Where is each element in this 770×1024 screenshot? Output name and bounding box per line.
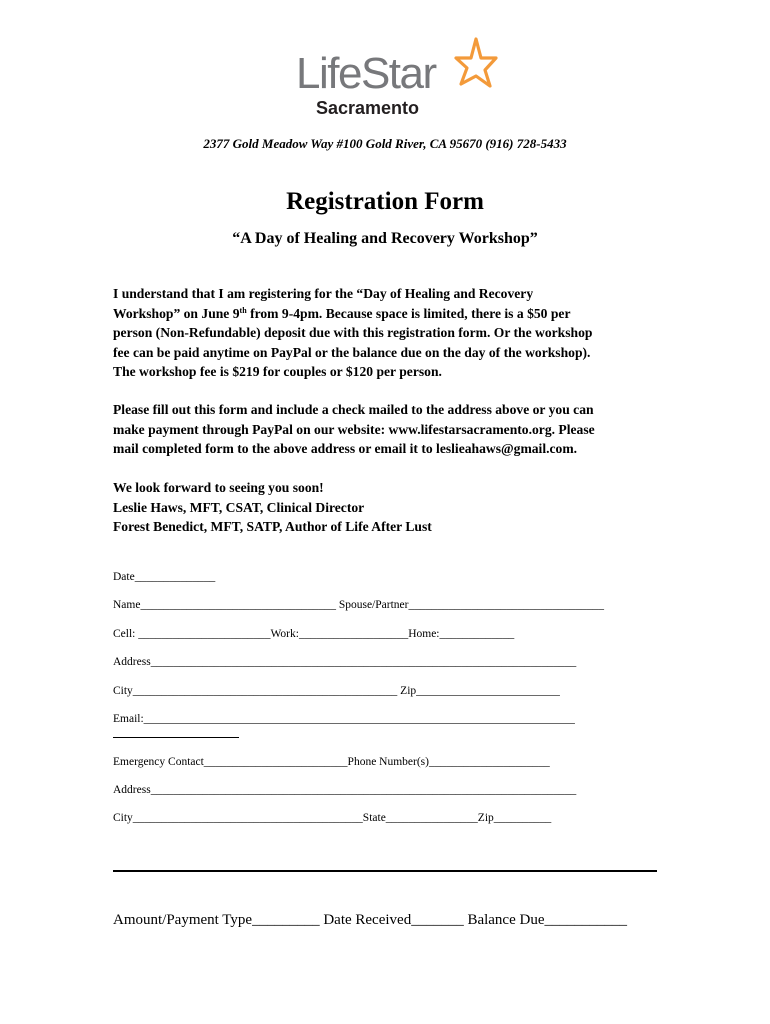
payment-fields[interactable]: Amount/Payment Type_________ Date Received_______ Balance Due___________: [113, 912, 627, 928]
email-continuation-line: [113, 737, 239, 738]
intro-line: [113, 304, 673, 324]
instructions-line: mail completed form to the above address or email it to leslieahaws@gmail.com.: [113, 441, 578, 456]
logo-wordmark: LifeStar: [296, 49, 436, 98]
address-line: 2377 Gold Meadow Way #100 Gold River, CA 95670 (916) 728-5433: [203, 136, 567, 151]
office-use-divider: [113, 870, 657, 872]
intro-line: I understand that I am registering for the “Day of Healing and Recovery: [113, 286, 534, 301]
star-icon: [456, 39, 496, 86]
name-spouse-field[interactable]: Name__________________________________ Spouse/Partner__________________________________: [113, 599, 604, 611]
instructions-paragraph: [113, 400, 673, 459]
phone-fields[interactable]: Cell: _______________________Work:___________________Home:_____________: [113, 628, 515, 640]
city-zip-field[interactable]: City______________________________________________ Zip_________________________: [113, 685, 560, 697]
emergency-contact-field[interactable]: Emergency Contact_________________________Phone Number(s)_____________________: [113, 756, 550, 768]
ordinal-suffix: th: [239, 305, 247, 315]
address-field[interactable]: Address__________________________________________________________________________: [113, 656, 577, 668]
lifestar-logo: [294, 34, 504, 124]
intro-line: fee can be paid anytime on PayPal or the balance due on the day of the workshop).: [113, 344, 591, 360]
intro-line: The workshop fee is $219 for couples or $120 per person.: [113, 364, 442, 379]
intro-paragraph: [113, 284, 673, 382]
emergency-city-state-zip-field[interactable]: City________________________________________State________________Zip__________: [113, 812, 552, 824]
page-title: Registration Form: [286, 188, 484, 215]
closing-line: We look forward to seeing you soon!: [113, 480, 324, 495]
closing-paragraph: [113, 478, 673, 537]
intro-line: person (Non-Refundable) deposit due with this registration form. Or the workshop: [113, 325, 593, 340]
signatory-line: Leslie Haws, MFT, CSAT, Clinical Director: [113, 499, 365, 515]
logo-location: Sacramento: [316, 98, 420, 118]
intro-text: from 9-4pm. Because space is limited, there is a $50 per: [246, 305, 571, 321]
page-subtitle: “A Day of Healing and Recovery Workshop”: [232, 230, 538, 247]
email-field[interactable]: Email:___________________________________________________________________________: [113, 713, 575, 725]
instructions-line: Please fill out this form and include a check mailed to the address above or you can: [113, 402, 594, 417]
instructions-line: make payment through PayPal on our website: www.lifestarsacramento.org. Please: [113, 421, 595, 437]
date-field[interactable]: Date______________: [113, 571, 216, 583]
signatory-line: Forest Benedict, MFT, SATP, Author of Life After Lust: [113, 519, 432, 534]
emergency-address-field[interactable]: Address__________________________________________________________________________: [113, 784, 577, 796]
intro-text: Workshop” on June 9: [113, 305, 240, 321]
